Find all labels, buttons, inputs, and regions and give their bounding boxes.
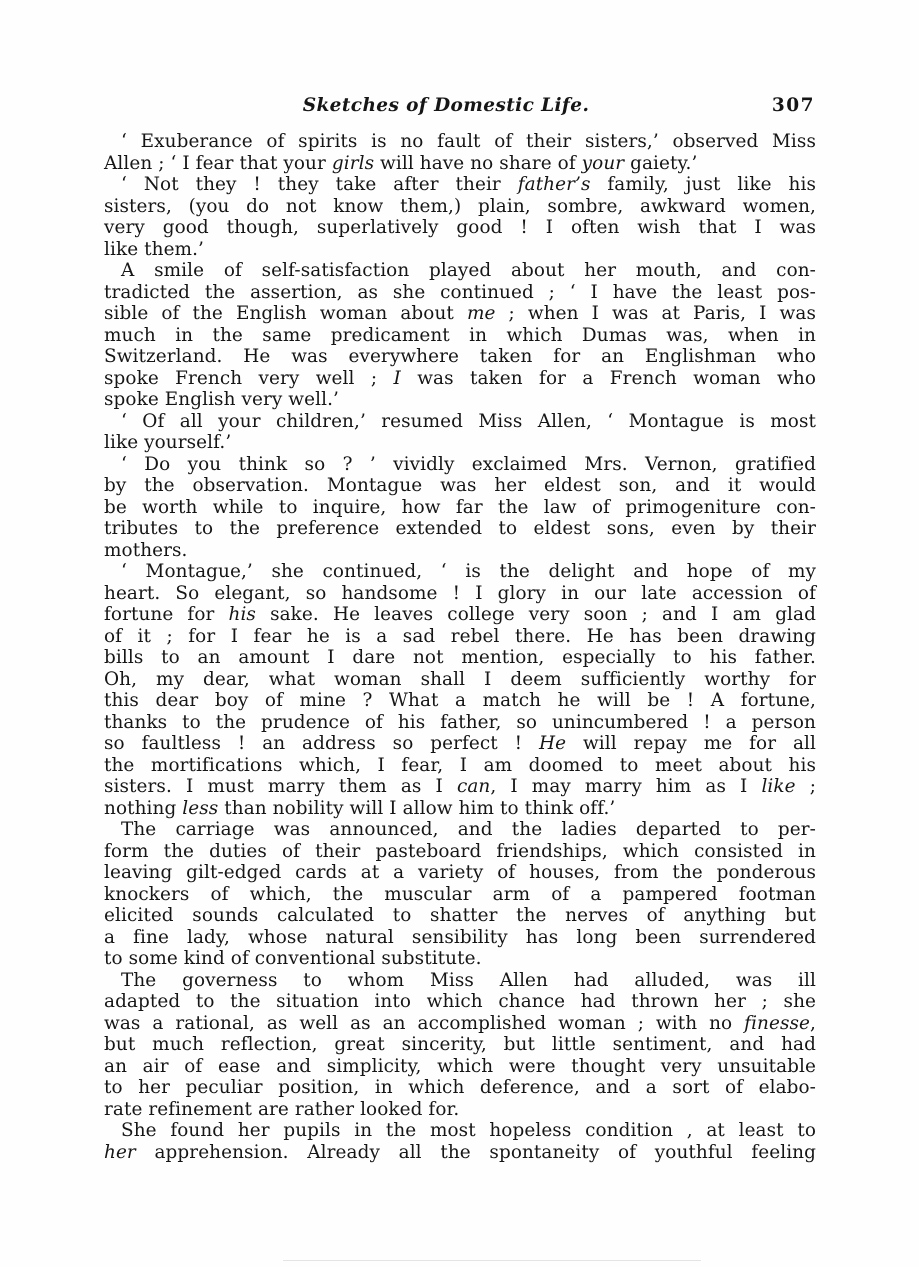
text-line: fortune for his sake. He leaves college very soon ; and I am glad xyxy=(104,604,816,625)
paragraph xyxy=(104,970,816,1121)
text-line: thanks to the prudence of his father, so unincumbered ! a person xyxy=(104,711,816,733)
text-line: leaving gilt-edged cards at a variety of houses, from the ponderous xyxy=(104,862,816,883)
text-line: was a rational, as well as an accomplished woman ; with no finesse, xyxy=(104,1012,816,1034)
paragraph xyxy=(104,1120,816,1163)
text-line: like yourself.’ xyxy=(104,432,232,453)
text-line: sible of the English woman about me ; when I was at Paris, I was xyxy=(104,303,816,324)
page-header xyxy=(104,94,816,117)
paragraph xyxy=(104,454,816,562)
page-text xyxy=(104,131,816,1163)
text-line: bills to an amount I dare not mention, especially to his father. xyxy=(104,647,816,668)
text-line: be worth while to inquire, how far the law of primogeniture con- xyxy=(104,496,816,518)
text-line: Allen ; ‘ I fear that your girls will have no share of your gaiety.’ xyxy=(104,152,698,174)
text-line: Switzerland. He was everywhere taken for an Englishman who xyxy=(104,346,816,367)
text-line: elicited sounds calculated to shatter the nerves of anything but xyxy=(104,905,816,926)
text-line: adapted to the situation into which chance had thrown her ; she xyxy=(104,991,816,1012)
paragraph xyxy=(104,131,816,174)
text-line: ‘ Exuberance of spirits is no fault of their sisters,’ observed Miss xyxy=(121,131,816,152)
text-line: this dear boy of mine ? What a match he will be ! A fortune, xyxy=(104,690,816,711)
running-head-title: Sketches of Domestic Life. xyxy=(302,95,590,116)
text-line: spoke English very well.’ xyxy=(104,389,339,410)
page-number: 307 xyxy=(771,95,815,116)
text-line: ‘ Do you think so ? ’ vividly exclaimed Mrs. Vernon, gratified xyxy=(121,453,816,475)
text-line: spoke French very well ; I was taken for a French woman who xyxy=(104,367,816,389)
text-line: a fine lady, whose natural sensibility has long been surrendered xyxy=(104,926,816,948)
paragraph xyxy=(104,561,816,819)
text-line: very good though, superlatively good ! I often wish that I was xyxy=(104,217,816,238)
paragraph xyxy=(104,260,816,411)
text-line: her apprehension. Already all the spontaneity of youthful feeling xyxy=(104,1141,816,1163)
text-line: to some kind of conventional substitute. xyxy=(104,948,482,969)
scan-artifact-line xyxy=(283,1260,701,1261)
paragraph xyxy=(104,819,816,970)
text-line: nothing less than nobility will I allow him to think off.’ xyxy=(104,797,616,819)
text-line: mothers. xyxy=(104,539,188,561)
text-line: sisters. I must marry them as I can, I may marry him as I like ; xyxy=(104,776,817,797)
text-line: A smile of self-satisfaction played about her mouth, and con- xyxy=(121,260,816,281)
text-line: ‘ Montague,’ she continued, ‘ is the delight and hope of my xyxy=(121,561,816,582)
text-line: the mortifications which, I fear, I am doomed to meet about his xyxy=(104,754,816,776)
text-line: rate refinement are rather looked for. xyxy=(104,1098,460,1120)
text-line: heart. So elegant, so handsome ! I glory in our late accession of xyxy=(104,582,816,604)
text-line: form the duties of their pasteboard friendships, which consisted in xyxy=(104,840,816,862)
text-line: tributes to the preference extended to eldest sons, even by their xyxy=(104,518,816,539)
text-line: ‘ Not they ! they take after their father’s family, just like his xyxy=(121,174,816,195)
text-line: much in the same predicament in which Dumas was, when in xyxy=(104,324,816,346)
text-line: tradicted the assertion, as she continued ; ‘ I have the least pos- xyxy=(104,281,816,303)
text-line: The governess to whom Miss Allen had alluded, was ill xyxy=(121,969,816,991)
text-line: an air of ease and simplicity, which were thought very unsuitable xyxy=(104,1055,816,1077)
text-line: of it ; for I fear he is a sad rebel there. He has been drawing xyxy=(104,625,816,647)
text-line: like them.’ xyxy=(104,238,204,260)
text-line: sisters, (you do not know them,) plain, sombre, awkward women, xyxy=(104,195,816,217)
text-line: so faultless ! an address so perfect ! He will repay me for all xyxy=(104,733,816,754)
paragraph xyxy=(104,411,816,454)
text-line: Oh, my dear, what woman shall I deem sufficiently worthy for xyxy=(104,668,816,690)
paragraph xyxy=(104,174,816,260)
text-line: to her peculiar position, in which deference, and a sort of elabo- xyxy=(104,1077,816,1098)
text-line: but much reflection, great sincerity, but little sentiment, and had xyxy=(104,1034,816,1055)
text-line: ‘ Of all your children,’ resumed Miss Allen, ‘ Montague is most xyxy=(121,410,816,432)
text-line: by the observation. Montague was her eldest son, and it would xyxy=(104,475,816,496)
text-line: The carriage was announced, and the ladies departed to per- xyxy=(121,819,816,840)
text-line: knockers of which, the muscular arm of a pampered footman xyxy=(104,883,816,905)
text-line: She found her pupils in the most hopeless condition , at least to xyxy=(121,1120,816,1141)
